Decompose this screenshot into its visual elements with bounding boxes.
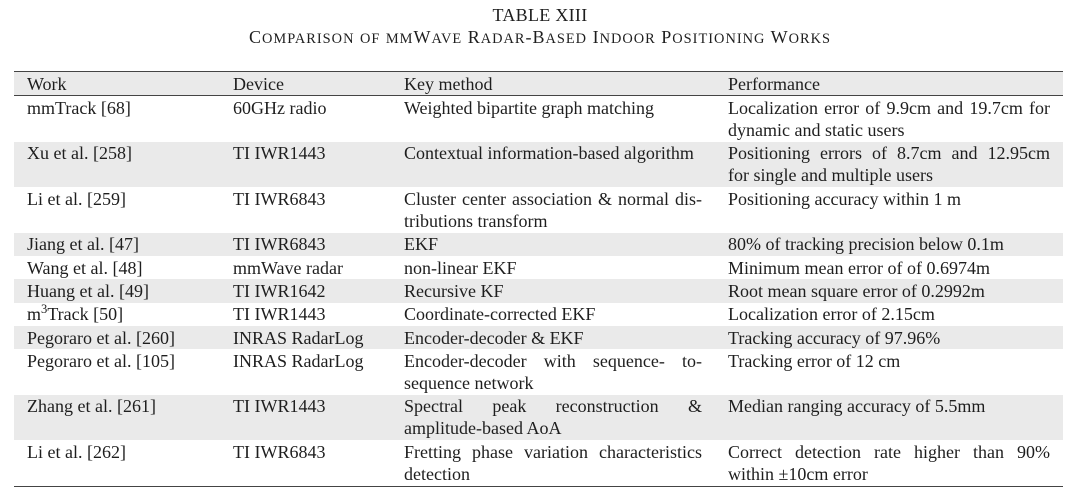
- cell-line: Spectral peak reconstruction &: [404, 396, 702, 417]
- work-cell: [14, 349, 220, 394]
- cell-text: Wang et al. [48]: [27, 257, 143, 278]
- key-method-cell: [391, 440, 715, 485]
- cell-line: non-linear EKF: [404, 257, 517, 278]
- cell-text: mmTrack [68]: [27, 98, 131, 119]
- column-header-work: [14, 72, 220, 95]
- cell-line: Cluster center association & normal dis-: [404, 188, 702, 209]
- cell-line: within ±10cm error: [728, 463, 868, 484]
- work-cell: [14, 187, 220, 232]
- key-method-cell: [391, 256, 715, 279]
- device-cell: [220, 279, 391, 302]
- cell-text: Li et al. [262]: [27, 441, 126, 462]
- work-cell: [14, 395, 220, 440]
- key-method-cell: [391, 187, 715, 232]
- device-cell: [220, 303, 391, 326]
- table-header-row: [14, 72, 1063, 96]
- caption-smallcap-run: NDOOR: [599, 31, 656, 47]
- cell-line: Median ranging accuracy of 5.5mm: [728, 396, 986, 417]
- cell-text: Jiang et al. [47]: [27, 234, 139, 255]
- table-row: [14, 96, 1063, 141]
- caption-smallcap-run: ORKS: [788, 31, 831, 47]
- column-header-device: [220, 72, 391, 95]
- cell-text: mmWave radar: [233, 257, 343, 278]
- cell-text: Pegoraro et al. [105]: [27, 351, 175, 372]
- cell-text: TI IWR1443: [233, 143, 326, 164]
- device-cell: [220, 142, 391, 187]
- table-number: TABLE XIII: [492, 5, 588, 25]
- table-row: [14, 256, 1063, 279]
- caption-smallcap-run: ADAR: [480, 31, 526, 47]
- cell-line: Fretting phase variation characteristics: [404, 441, 702, 462]
- work-name-tail: Track [50]: [47, 304, 124, 325]
- table-row: [14, 395, 1063, 440]
- cell-line: Encoder-decoder & EKF: [404, 327, 584, 348]
- device-cell: [220, 187, 391, 232]
- cell-line: Root mean square error of 0.2992m: [728, 280, 985, 301]
- cell-text: Zhang et al. [261]: [27, 396, 156, 417]
- cell-line: Encoder-decoder with sequence- to-: [404, 351, 702, 372]
- work-cell: [14, 440, 220, 485]
- cell-line: detection: [404, 463, 470, 484]
- table-row: [14, 233, 1063, 256]
- cell-line: for single and multiple users: [728, 165, 933, 186]
- cell-line: Coordinate-corrected EKF: [404, 304, 596, 325]
- cell-line: Minimum mean error of of 0.6974m: [728, 257, 990, 278]
- cell-text: Xu et al. [258]: [27, 143, 132, 164]
- performance-cell: [715, 187, 1063, 232]
- device-cell: [220, 440, 391, 485]
- key-method-cell: [391, 279, 715, 302]
- performance-cell: [715, 349, 1063, 394]
- column-header-label: Key method: [404, 73, 493, 94]
- cell-line: Recursive KF: [404, 280, 504, 301]
- key-method-cell: [391, 349, 715, 394]
- device-cell: [220, 326, 391, 349]
- cell-line: Contextual information-based algorithm: [404, 143, 694, 164]
- device-cell: [220, 256, 391, 279]
- work-cell: [14, 303, 220, 326]
- cell-text: TI IWR6843: [233, 441, 326, 462]
- key-method-cell: [391, 96, 715, 141]
- caption-smallcap-run: OF: [359, 31, 381, 47]
- table-caption: COMPARISON OF MMWAVE RADAR-BASED INDOOR POSITIONING WORKS: [249, 27, 831, 47]
- column-header-key-method: [391, 72, 715, 95]
- cell-line: EKF: [404, 234, 439, 255]
- column-header-label: Performance: [728, 73, 820, 94]
- key-method-cell: [391, 142, 715, 187]
- cell-text: INRAS RadarLog: [233, 351, 364, 372]
- column-header-label: Work: [27, 73, 67, 94]
- table-row: [14, 326, 1063, 349]
- cell-line: Localization error of 2.15cm: [728, 304, 935, 325]
- cell-line: sequence network: [404, 373, 534, 394]
- cell-line: amplitude-based AoA: [404, 418, 562, 439]
- cell-text: [27, 303, 207, 325]
- performance-cell: [715, 233, 1063, 256]
- performance-cell: [715, 326, 1063, 349]
- work-name-base: m: [27, 304, 42, 325]
- performance-cell: [715, 96, 1063, 141]
- work-cell: [14, 326, 220, 349]
- cell-line: 80% of tracking precision below 0.1m: [728, 234, 1004, 255]
- key-method-cell: [391, 303, 715, 326]
- performance-cell: [715, 440, 1063, 485]
- table-row: [14, 187, 1063, 232]
- device-cell: [220, 233, 391, 256]
- performance-cell: [715, 256, 1063, 279]
- caption-smallcap-run: OSITIONING: [672, 31, 766, 47]
- work-cell: [14, 233, 220, 256]
- work-cell: [14, 96, 220, 141]
- cell-line: Tracking accuracy of 97.96%: [728, 327, 941, 348]
- work-name-superscript: 3: [41, 302, 48, 317]
- key-method-cell: [391, 326, 715, 349]
- cell-line: Positioning accuracy within 1 m: [728, 188, 961, 209]
- cell-text: TI IWR1642: [233, 280, 326, 301]
- caption-smallcap-run: OMPARISON: [262, 31, 355, 47]
- table-row: [14, 303, 1063, 326]
- table-row: [14, 279, 1063, 302]
- cell-text: TI IWR1443: [233, 304, 326, 325]
- column-header-label: Device: [233, 73, 284, 94]
- column-header-performance: [715, 72, 1063, 95]
- comparison-table: [14, 71, 1063, 487]
- key-method-cell: [391, 233, 715, 256]
- cell-text: Li et al. [259]: [27, 188, 126, 209]
- cell-text: 60GHz radio: [233, 98, 327, 119]
- key-method-cell: [391, 395, 715, 440]
- cell-line: tributions transform: [404, 210, 548, 231]
- device-cell: [220, 395, 391, 440]
- performance-cell: [715, 395, 1063, 440]
- cell-text: TI IWR6843: [233, 234, 326, 255]
- cell-text: INRAS RadarLog: [233, 327, 364, 348]
- table-row: [14, 349, 1063, 394]
- performance-cell: [715, 303, 1063, 326]
- caption-smallcap-run: MM: [385, 31, 414, 47]
- cell-text: TI IWR6843: [233, 188, 326, 209]
- device-cell: [220, 96, 391, 141]
- cell-line: Tracking error of 12 cm: [728, 351, 901, 372]
- table-row: [14, 142, 1063, 187]
- caption-smallcap-run: AVE: [431, 31, 463, 47]
- cell-text: Pegoraro et al. [260]: [27, 327, 175, 348]
- cell-line: dynamic and static users: [728, 120, 905, 141]
- work-cell: [14, 279, 220, 302]
- performance-cell: [715, 142, 1063, 187]
- caption-smallcap-run: ASED: [545, 31, 588, 47]
- cell-line: Positioning errors of 8.7cm and 12.95cm: [728, 143, 1050, 164]
- cell-line: Weighted bipartite graph matching: [404, 98, 654, 119]
- work-cell: [14, 256, 220, 279]
- work-cell: [14, 142, 220, 187]
- cell-text: TI IWR1443: [233, 396, 326, 417]
- performance-cell: [715, 279, 1063, 302]
- cell-line: Correct detection rate higher than 90%: [728, 441, 1050, 462]
- cell-text: Huang et al. [49]: [27, 280, 149, 301]
- table-row: [14, 440, 1063, 485]
- cell-line: Localization error of 9.9cm and 19.7cm for: [728, 98, 1050, 119]
- device-cell: [220, 349, 391, 394]
